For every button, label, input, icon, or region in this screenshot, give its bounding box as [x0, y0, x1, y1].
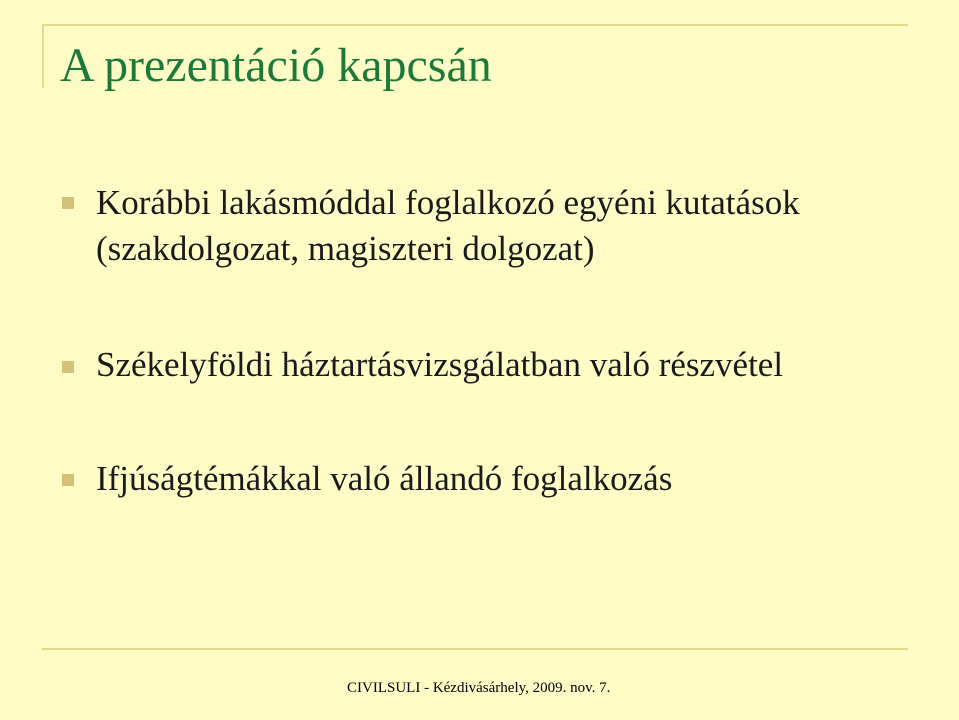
footer-text: CIVILSULI - Kézdivásárhely, 2009. nov. 7.: [347, 680, 611, 696]
bullet-square-icon: [62, 361, 74, 373]
bullet-square-icon: [62, 474, 74, 486]
bullet-text-2: Székelyföldi háztartásvizsgálatban való részvétel: [96, 345, 784, 384]
left-rule: [42, 24, 44, 88]
top-rule: [42, 24, 908, 26]
bullet-text-1: Korábbi lakásmóddal foglalkozó egyéni kutatások: [96, 183, 800, 222]
bottom-rule: [42, 648, 908, 650]
slide-title: A prezentáció kapcsán: [60, 39, 492, 92]
bullet-text-1-cont: (szakdolgozat, magiszteri dolgozat): [96, 229, 595, 268]
bullet-square-icon: [62, 197, 74, 209]
bullet-text-3: Ifjúságtémákkal való állandó foglalkozás: [96, 459, 673, 498]
